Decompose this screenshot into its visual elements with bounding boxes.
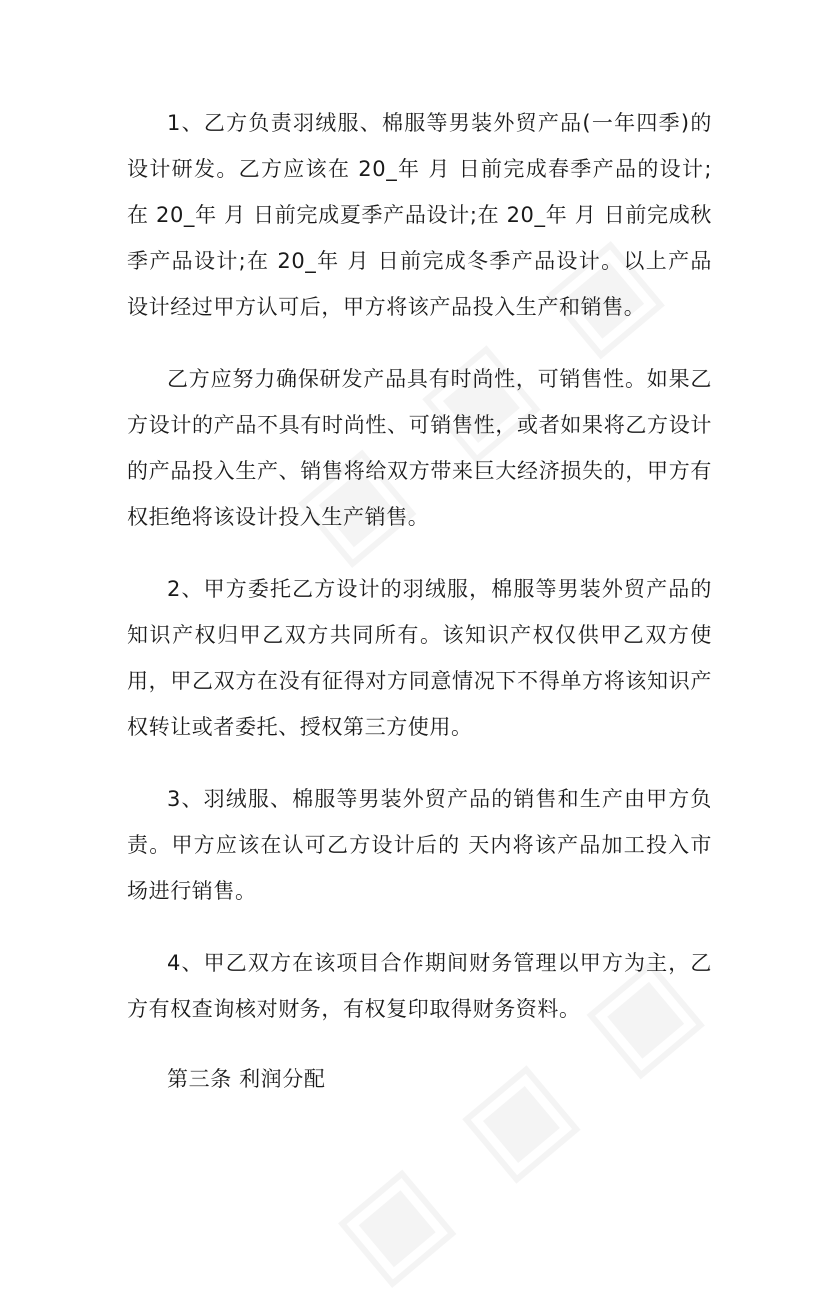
clause-2-paragraph: 2、甲方委托乙方设计的羽绒服，棉服等男装外贸产品的知识产权归甲乙双方共同所有。该知识产权仅供甲乙双方使用，甲乙双方在没有征得对方同意情况下不得单方将该知识产权转让或者委托、授权第三方使用。	[127, 577, 712, 739]
clause-1-paragraph: 1、乙方负责羽绒服、棉服等男装外贸产品(一年四季)的设计研发。乙方应该在 20_年 月 日前完成春季产品的设计;在 20_年 月 日前完成夏季产品设计;在 20_年 月 日前完成秋季产品设计;在 20_年 月 日前完成冬季产品设计。以上产品设计经过甲方认可后，甲方将该产品投入生产和销售。	[127, 111, 712, 319]
clause-4-paragraph: 4、甲乙双方在该项目合作期间财务管理以甲方为主，乙方有权查询核对财务，有权复印取得财务资料。	[127, 951, 712, 1021]
section-heading: 第三条 利润分配	[167, 1067, 326, 1091]
document-body	[127, 100, 712, 1102]
clause-3-paragraph: 3、羽绒服、棉服等男装外贸产品的销售和生产由甲方负责。甲方应该在认可乙方设计后的 天内将该产品加工投入市场进行销售。	[127, 787, 712, 903]
clause-1-note-paragraph: 乙方应努力确保研发产品具有时尚性，可销售性。如果乙方设计的产品不具有时尚性、可销售性，或者如果将乙方设计的产品投入生产、销售将给双方带来巨大经济损失的，甲方有权拒绝将该设计投入生产销售。	[127, 367, 712, 529]
